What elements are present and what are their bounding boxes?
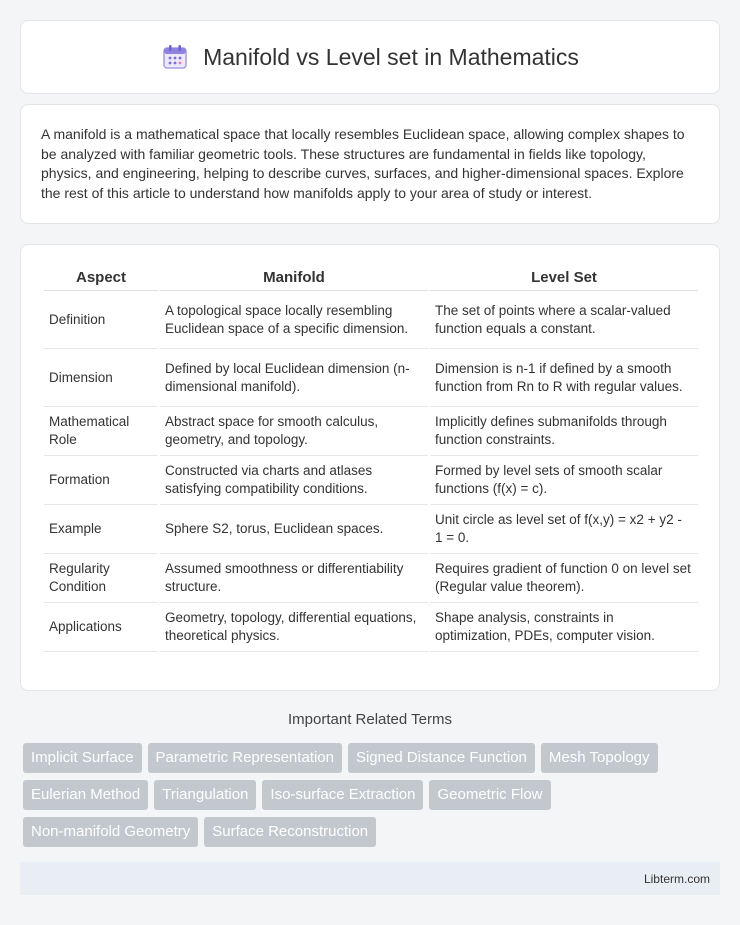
header-inner: [161, 43, 579, 71]
comparison-table: [42, 263, 700, 652]
related-terms-tags: [23, 743, 713, 854]
row-manifold: Sphere S2, torus, Euclidean spaces.: [160, 505, 428, 554]
row-aspect: Applications: [44, 603, 158, 652]
tag-row: [23, 817, 713, 847]
row-manifold: Geometry, topology, differential equations, theoretical physics.: [160, 603, 428, 652]
table-header-row: [44, 263, 698, 291]
row-manifold: Defined by local Euclidean dimension (n-dimensional manifold).: [160, 349, 428, 407]
calendar-icon: [161, 43, 189, 71]
term-tag[interactable]: Surface Reconstruction: [204, 817, 376, 847]
row-aspect: Example: [44, 505, 158, 554]
row-level-set: Requires gradient of function 0 on level set (Regular value theorem).: [430, 554, 698, 603]
term-tag[interactable]: Mesh Topology: [541, 743, 658, 773]
row-level-set: Implicitly defines submanifolds through function constraints.: [430, 407, 698, 456]
row-level-set: Shape analysis, constraints in optimization, PDEs, computer vision.: [430, 603, 698, 652]
table-row: [44, 407, 698, 456]
term-tag[interactable]: Implicit Surface: [23, 743, 142, 773]
row-level-set: Unit circle as level set of f(x,y) = x2 + y2 - 1 = 0.: [430, 505, 698, 554]
term-tag[interactable]: Parametric Representation: [148, 743, 342, 773]
row-manifold: Assumed smoothness or differentiability structure.: [160, 554, 428, 603]
page-title: Manifold vs Level set in Mathematics: [203, 43, 579, 70]
term-tag[interactable]: Iso-surface Extraction: [262, 780, 423, 810]
intro-card: [20, 104, 720, 224]
row-level-set: The set of points where a scalar-valued function equals a constant.: [430, 291, 698, 349]
table-row: [44, 505, 698, 554]
intro-text: A manifold is a mathematical space that locally resembles Euclidean space, allowing complex shapes to be analyzed with familiar geometric tools. These structures are fundamental in fields like topology, physics, and engineering, helping to describe curves, surfaces, and higher-dimensional spaces. Explore the rest of this article to understand how manifolds apply to your area of study or interest.: [41, 126, 685, 201]
row-manifold: A topological space locally resembling Euclidean space of a specific dimension.: [160, 291, 428, 349]
header-manifold: Manifold: [160, 263, 428, 291]
term-tag[interactable]: Signed Distance Function: [348, 743, 535, 773]
table-row: [44, 554, 698, 603]
term-tag[interactable]: Geometric Flow: [429, 780, 550, 810]
tag-row: [23, 780, 713, 810]
term-tag[interactable]: Non-manifold Geometry: [23, 817, 198, 847]
row-aspect: Regularity Condition: [44, 554, 158, 603]
related-terms-title: Important Related Terms: [288, 711, 452, 728]
table-row: [44, 603, 698, 652]
term-tag[interactable]: Triangulation: [154, 780, 256, 810]
table-row: [44, 349, 698, 407]
table-row: [44, 456, 698, 505]
row-manifold: Constructed via charts and atlases satisfying compatibility conditions.: [160, 456, 428, 505]
tag-row: [23, 743, 713, 773]
footer-site-link[interactable]: Libterm.com: [643, 871, 710, 886]
row-aspect: Dimension: [44, 349, 158, 407]
header-aspect: Aspect: [44, 263, 158, 291]
row-level-set: Formed by level sets of smooth scalar functions (f(x) = c).: [430, 456, 698, 505]
header-card: [20, 20, 720, 94]
row-aspect: Mathematical Role: [44, 407, 158, 456]
header-level-set: Level Set: [430, 263, 698, 291]
footer: [20, 862, 720, 895]
row-aspect: Formation: [44, 456, 158, 505]
row-level-set: Dimension is n-1 if defined by a smooth function from Rn to R with regular values.: [430, 349, 698, 407]
row-aspect: Definition: [44, 291, 158, 349]
table-row: [44, 291, 698, 349]
comparison-table-card: [20, 244, 720, 691]
term-tag[interactable]: Eulerian Method: [23, 780, 148, 810]
row-manifold: Abstract space for smooth calculus, geometry, and topology.: [160, 407, 428, 456]
